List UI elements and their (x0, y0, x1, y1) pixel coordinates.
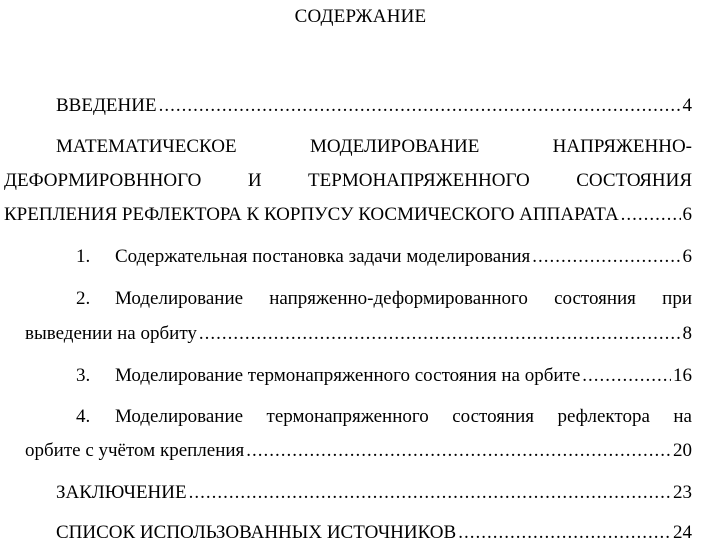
toc-entry-conclusion[interactable] (56, 482, 692, 504)
dot-leader (582, 365, 671, 387)
toc-page-number: 20 (673, 440, 692, 461)
toc-page-number: 24 (673, 522, 692, 543)
toc-word: Моделирование (115, 288, 244, 309)
toc-item-text: орбите с учётом крепления (25, 440, 245, 461)
toc-word: термонапряженного (266, 406, 429, 427)
toc-entry-label: СПИСОК ИСПОЛЬЗОВАННЫХ ИСТОЧНИКОВ (56, 522, 457, 543)
toc-page-number: 4 (682, 95, 692, 116)
toc-word: при (662, 288, 692, 309)
toc-item-text: выведении на орбиту (25, 323, 197, 344)
toc-entry-intro[interactable] (56, 95, 692, 117)
toc-word: МОДЕЛИРОВАНИЕ (309, 136, 480, 157)
toc-word (76, 406, 243, 428)
toc-entry-references[interactable] (56, 522, 692, 544)
toc-item-number: 3. (76, 365, 91, 386)
toc-word: на (673, 406, 692, 427)
dot-leader (199, 323, 681, 345)
toc-word: Моделирование (115, 406, 244, 427)
toc-word: ТЕРМОНАПРЯЖЕННОГО (308, 170, 530, 191)
toc-entry-label (76, 246, 530, 268)
toc-entry-label: КРЕПЛЕНИЯ РЕФЛЕКТОРА К КОРПУСУ КОСМИЧЕСКОГО АППАРАТА (4, 204, 619, 225)
toc-word: состояния (554, 288, 636, 309)
toc-page-number: 6 (682, 246, 692, 267)
dot-leader (532, 246, 680, 268)
toc-page-number: 6 (682, 204, 692, 225)
toc-item-text: Моделирование термонапряженного состояния на орбите (115, 365, 581, 386)
toc-item-number: 4. (76, 406, 91, 427)
toc-title: СОДЕРЖАНИЕ (294, 6, 427, 27)
toc-section-line-2[interactable] (4, 170, 692, 192)
toc-word: И (247, 170, 262, 191)
toc-word (76, 288, 243, 310)
toc-word: напряженно-деформированного (269, 288, 528, 309)
toc-word: состояния (452, 406, 535, 427)
dot-leader (246, 440, 671, 462)
toc-word: МАТЕМАТИЧЕСКОЕ (56, 136, 237, 157)
toc-item-number: 1. (76, 246, 91, 267)
toc-entry-4-line-1[interactable] (76, 406, 692, 428)
toc-entry-label: ВВЕДЕНИЕ (56, 95, 157, 116)
dot-leader (159, 95, 681, 117)
toc-entry-3[interactable] (76, 365, 692, 387)
toc-page-number: 23 (673, 482, 692, 503)
dot-leader (189, 482, 671, 504)
dot-leader (621, 204, 681, 226)
toc-section-line-3[interactable] (4, 204, 692, 226)
toc-page-number: 16 (673, 365, 692, 386)
toc-entry-label: ЗАКЛЮЧЕНИЕ (56, 482, 187, 503)
toc-entry-1[interactable] (76, 246, 692, 268)
toc-entry-2-line-1[interactable] (76, 288, 692, 310)
toc-page-number: 8 (682, 323, 692, 344)
dot-leader (458, 522, 671, 544)
toc-word: НАПРЯЖЕННО- (552, 136, 692, 157)
toc-word: рефлектора (557, 406, 650, 427)
toc-item-number: 2. (76, 288, 91, 309)
toc-word: СОСТОЯНИЯ (576, 170, 692, 191)
toc-entry-label (76, 365, 580, 387)
toc-section-line-1[interactable] (56, 136, 692, 158)
toc-entry-2-line-2[interactable] (25, 323, 692, 345)
toc-item-text: Содержательная постановка задачи моделирования (115, 246, 531, 267)
toc-entry-4-line-2[interactable] (25, 440, 692, 462)
toc-word: ДЕФОРМИРОВННОГО (4, 170, 202, 191)
